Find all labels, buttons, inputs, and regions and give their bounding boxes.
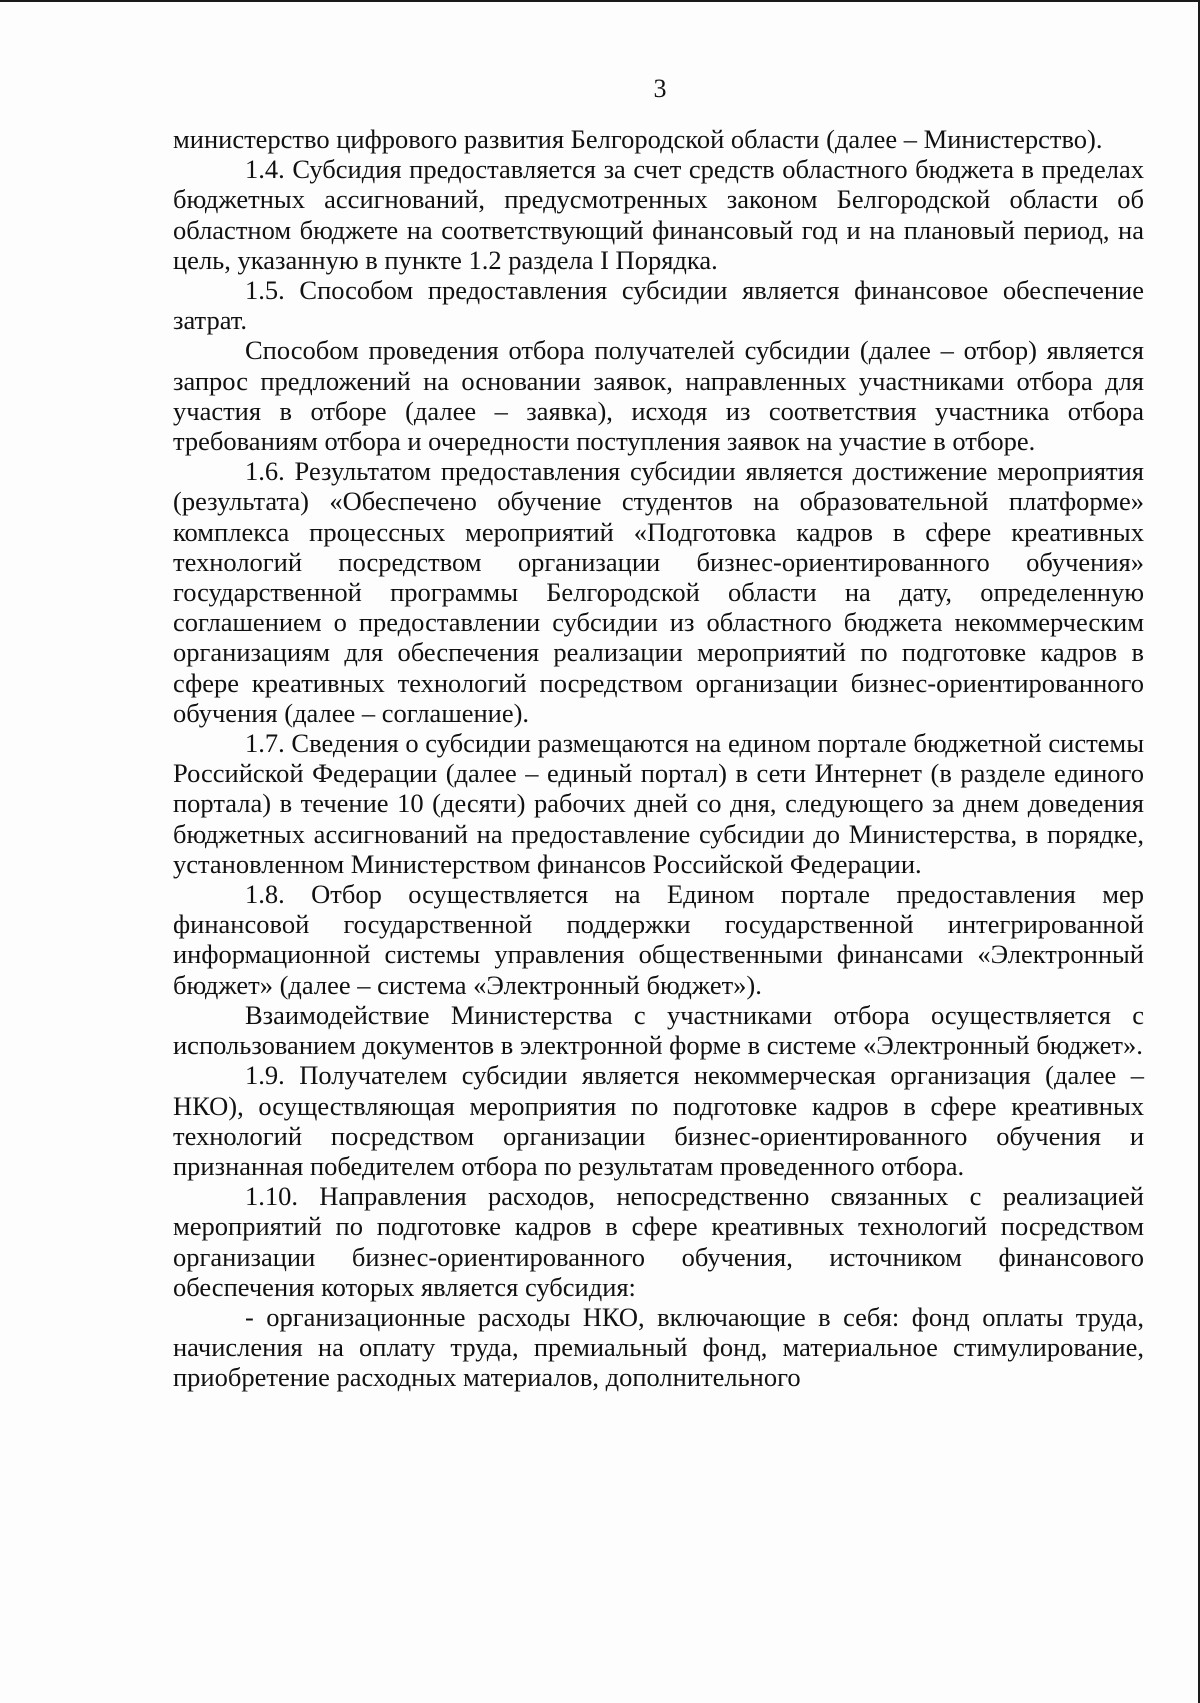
document-body [173,124,1144,1393]
paragraph-expenses-list-item: - организационные расходы НКО, включающие в себя: фонд оплаты труда, начисления на оплату труда, премиальный фонд, материальное стимулирование, приобретение расходных материалов, дополнительного [173,1301,1144,1393]
paragraph-1-7: 1.7. Сведения о субсидии размещаются на едином портале бюджетной системы Российской Федерации (далее – единый портал) в сети Интернет (в разделе единого портала) в течение 10 (десяти) рабочих дней со дня, следующего за днем доведения бюджетных ассигнований на предоставление субсидии до Министерства, в порядке, установленном Министерством финансов Российской Федерации. [173,728,1144,879]
page-number: 3 [653,74,667,103]
paragraph-1-10: 1.10. Направления расходов, непосредственно связанных с реализацией мероприятий по подготовке кадров в сфере креативных технологий посредством организации бизнес-ориентированного обучения, источником финансового обеспечения которых является субсидия: [173,1181,1144,1302]
paragraph-1-5: 1.5. Способом предоставления субсидии является финансовое обеспечение затрат. [173,275,1144,336]
paragraph-1-8: 1.8. Отбор осуществляется на Едином портале предоставления мер финансовой государственной поддержки государственной интегрированной информационной системы управления общественными финансами «Электронный бюджет» (далее – система «Электронный бюджет»). [173,879,1144,1000]
paragraph-1-6: 1.6. Результатом предоставления субсидии является достижение мероприятия (результата) «Обеспечено обучение студентов на образовательной платформе» комплекса процессных мероприятий «Подготовка кадров в сфере креативных технологий посредством организации бизнес-ориентированного обучения» государственной программы Белгородской области на дату, определенную соглашением о предоставлении субсидии из областного бюджета некоммерческим организациям для обеспечения реализации мероприятий по подготовке кадров в сфере креативных технологий посредством организации бизнес-ориентированного обучения (далее – соглашение). [173,456,1144,728]
paragraph-interaction: Взаимодействие Министерства с участниками отбора осуществляется с использованием документов в электронной форме в системе «Электронный бюджет». [173,999,1144,1061]
paragraph-1-9: 1.9. Получателем субсидии является некоммерческая организация (далее – НКО), осуществляющая мероприятия по подготовке кадров в сфере креативных технологий посредством организации бизнес-ориентированного обучения и признанная победителем отбора по результатам проведенного отбора. [173,1060,1144,1181]
paragraph-ministry: министерство цифрового развития Белгородской области (далее – Министерство). [173,124,1103,154]
paragraph-1-4: 1.4. Субсидия предоставляется за счет средств областного бюджета в пределах бюджетных ассигнований, предусмотренных законом Белгородской области об областном бюджете на соответствующий финансовый год и на плановый период, на цель, указанную в пункте 1.2 раздела I Порядка. [173,154,1144,275]
paragraph-selection-method: Способом проведения отбора получателей субсидии (далее – отбор) является запрос предложений на основании заявок, направленных участниками отбора для участия в отборе (далее – заявка), исходя из соответствия участника отбора требованиям отбора и очередности поступления заявок на участие в отборе. [173,335,1144,457]
